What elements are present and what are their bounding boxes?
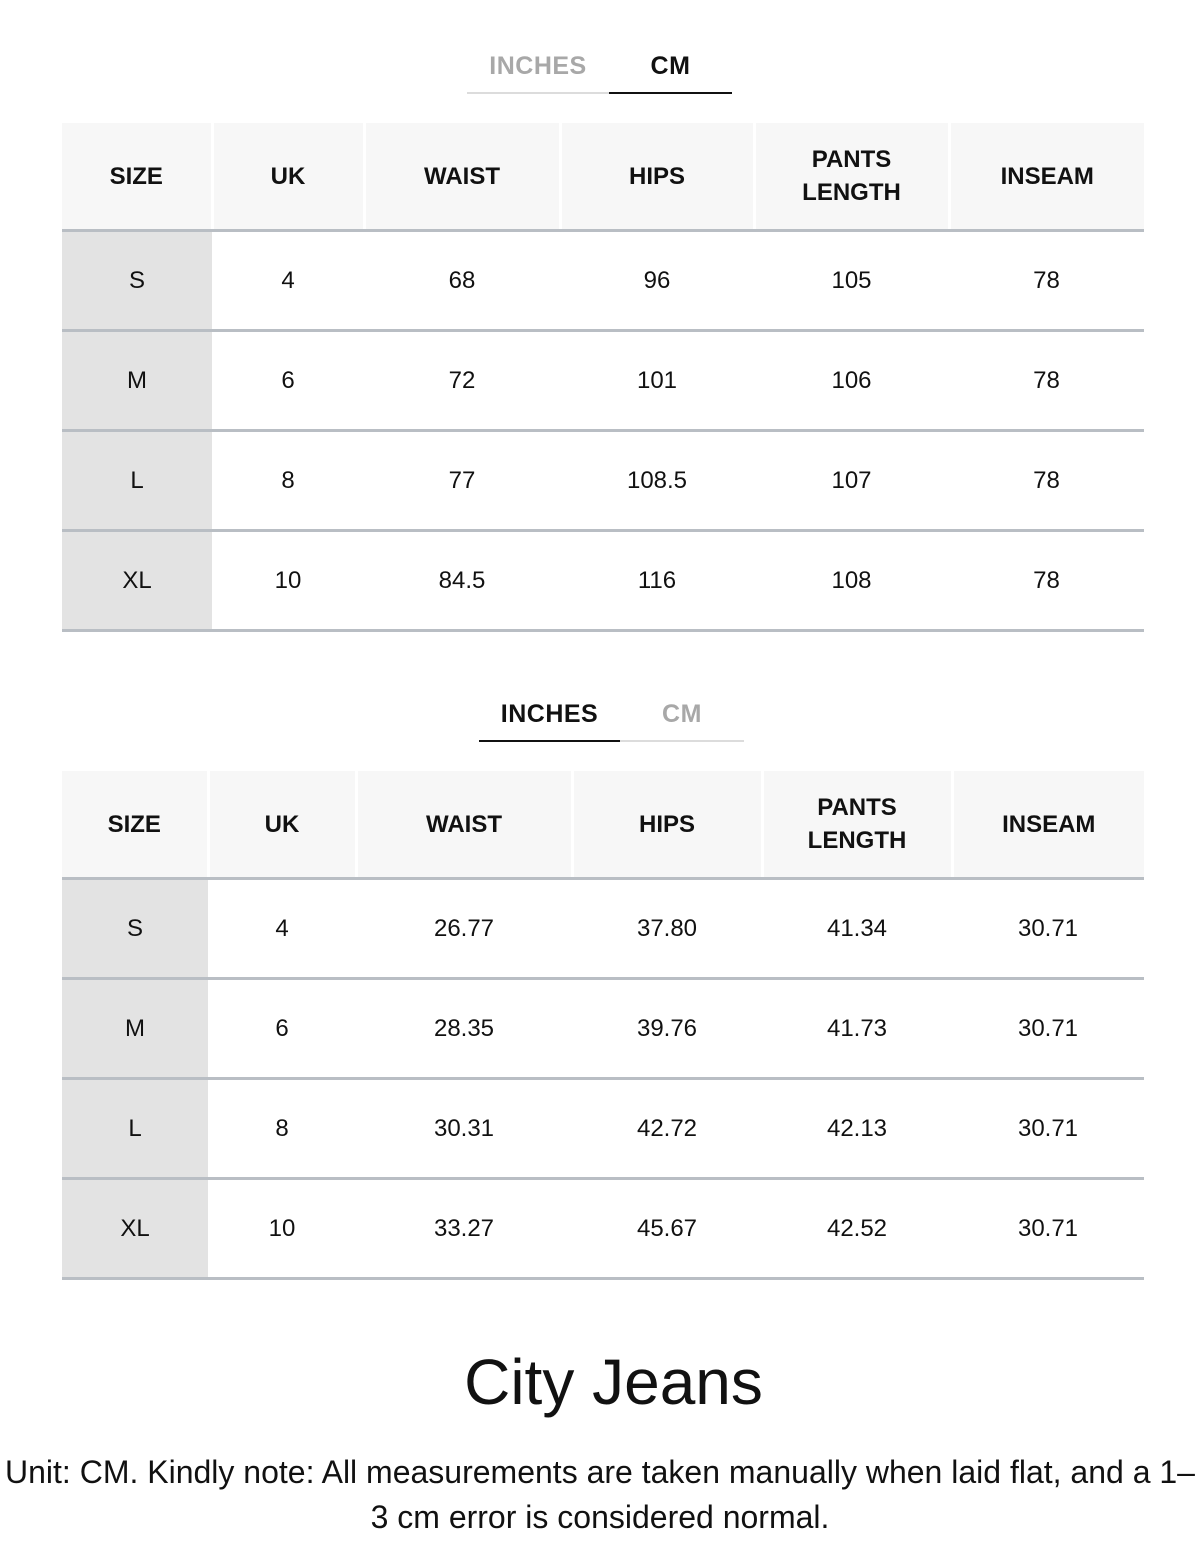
cell-size: L — [62, 431, 212, 531]
tab-underline — [467, 92, 609, 94]
header-hips: HIPS — [572, 771, 762, 879]
cell-pants-length: 41.73 — [762, 979, 952, 1079]
cell-size: M — [62, 331, 212, 431]
cell-waist: 26.77 — [356, 879, 572, 979]
measurement-note: Unit: CM. Kindly note: All measurements are taken manually when laid flat, and a 1–3 cm error is considered normal. — [5, 1454, 1195, 1535]
tab-inches-label: INCHES — [489, 51, 587, 80]
header-inseam: INSEAM — [949, 123, 1144, 231]
cell-uk: 4 — [212, 231, 364, 331]
tab-cm[interactable] — [620, 686, 744, 742]
cell-size: M — [62, 979, 208, 1079]
tab-cm-label: CM — [650, 51, 691, 80]
cell-size: S — [62, 879, 208, 979]
cell-waist: 68 — [364, 231, 560, 331]
cell-uk: 8 — [212, 431, 364, 531]
header-inseam: INSEAM — [952, 771, 1144, 879]
size-table-inches — [62, 771, 1144, 1280]
header-pants-length: PANTS LENGTH — [762, 771, 952, 879]
tab-underline-active — [609, 92, 732, 94]
tab-cm-label: CM — [662, 699, 702, 728]
header-size: SIZE — [62, 123, 212, 231]
cell-inseam: 30.71 — [952, 979, 1144, 1079]
table-row — [62, 431, 1144, 531]
cell-uk: 10 — [212, 531, 364, 631]
table-row — [62, 231, 1144, 331]
cell-uk: 10 — [208, 1179, 356, 1279]
tab-cm[interactable] — [609, 38, 732, 94]
table-row — [62, 1079, 1144, 1179]
cell-inseam: 78 — [949, 531, 1144, 631]
table-row — [62, 531, 1144, 631]
cell-pants-length: 107 — [754, 431, 949, 531]
header-size: SIZE — [62, 771, 208, 879]
header-hips: HIPS — [560, 123, 754, 231]
product-title: City Jeans — [464, 1346, 763, 1418]
table-row — [62, 1179, 1144, 1279]
cell-waist: 77 — [364, 431, 560, 531]
tab-inches-label: INCHES — [500, 699, 599, 728]
header-waist: WAIST — [356, 771, 572, 879]
cell-waist: 33.27 — [356, 1179, 572, 1279]
cell-hips: 101 — [560, 331, 754, 431]
cell-hips: 108.5 — [560, 431, 754, 531]
cell-hips: 96 — [560, 231, 754, 331]
unit-tabs-cm-chart — [467, 38, 732, 94]
cell-pants-length: 106 — [754, 331, 949, 431]
cell-inseam: 78 — [949, 231, 1144, 331]
cell-inseam: 30.71 — [952, 1079, 1144, 1179]
cell-pants-length: 42.13 — [762, 1079, 952, 1179]
size-table-cm — [62, 123, 1144, 632]
tab-underline-active — [479, 740, 620, 742]
tab-inches[interactable] — [479, 686, 620, 742]
tab-underline — [620, 740, 744, 742]
cell-size: XL — [62, 1179, 208, 1279]
header-uk: UK — [208, 771, 356, 879]
cell-hips: 37.80 — [572, 879, 762, 979]
table-row — [62, 979, 1144, 1079]
cell-inseam: 30.71 — [952, 879, 1144, 979]
cell-pants-length: 108 — [754, 531, 949, 631]
cell-pants-length: 41.34 — [762, 879, 952, 979]
cell-waist: 84.5 — [364, 531, 560, 631]
cell-waist: 72 — [364, 331, 560, 431]
tab-inches[interactable] — [467, 38, 609, 94]
cell-hips: 45.67 — [572, 1179, 762, 1279]
table-header-row — [62, 771, 1144, 879]
cell-size: S — [62, 231, 212, 331]
cell-uk: 4 — [208, 879, 356, 979]
cell-hips: 42.72 — [572, 1079, 762, 1179]
cell-uk: 8 — [208, 1079, 356, 1179]
unit-tabs-inches-chart — [479, 686, 744, 742]
cell-inseam: 30.71 — [952, 1179, 1144, 1279]
cell-uk: 6 — [208, 979, 356, 1079]
table-header-row — [62, 123, 1144, 231]
cell-pants-length: 42.52 — [762, 1179, 952, 1279]
cell-inseam: 78 — [949, 431, 1144, 531]
table-row — [62, 879, 1144, 979]
header-uk: UK — [212, 123, 364, 231]
cell-waist: 30.31 — [356, 1079, 572, 1179]
cell-waist: 28.35 — [356, 979, 572, 1079]
header-waist: WAIST — [364, 123, 560, 231]
cell-hips: 116 — [560, 531, 754, 631]
cell-hips: 39.76 — [572, 979, 762, 1079]
table-row — [62, 331, 1144, 431]
cell-size: XL — [62, 531, 212, 631]
cell-inseam: 78 — [949, 331, 1144, 431]
cell-size: L — [62, 1079, 208, 1179]
header-pants-length: PANTS LENGTH — [754, 123, 949, 231]
cell-uk: 6 — [212, 331, 364, 431]
cell-pants-length: 105 — [754, 231, 949, 331]
